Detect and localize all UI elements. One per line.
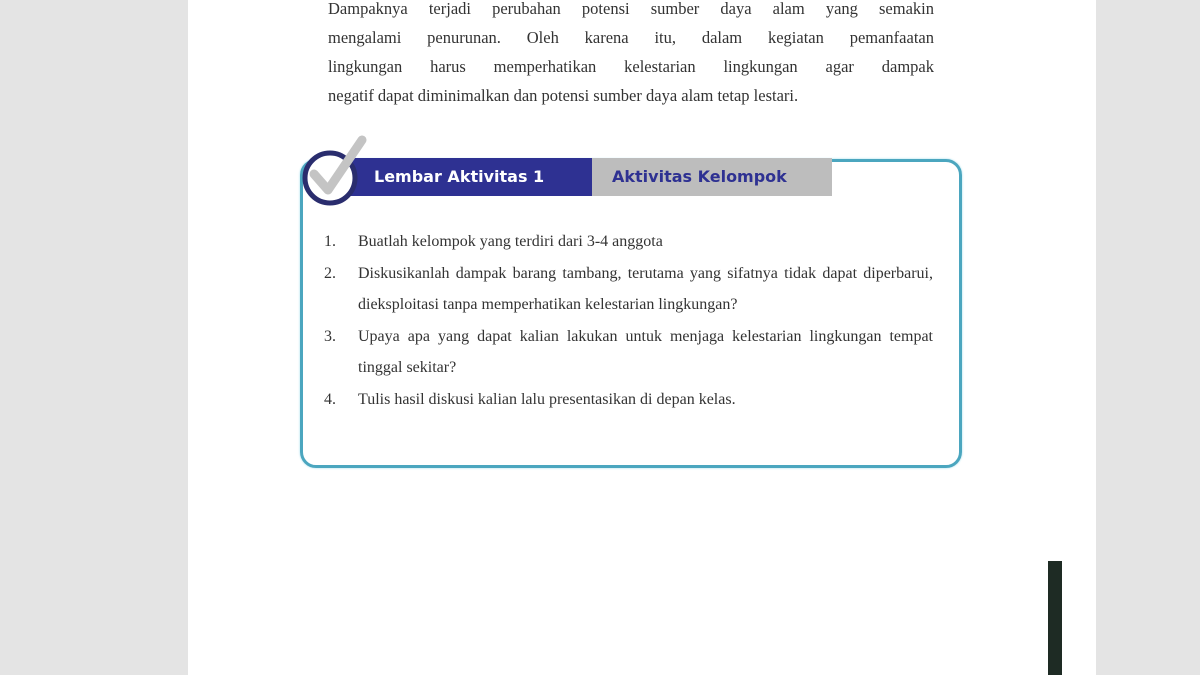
list-item: 1. Buatlah kelompok yang terdiri dari 3-4 anggota [324, 233, 663, 250]
page-edge-mark [1048, 561, 1062, 675]
checkmark-icon [300, 132, 372, 210]
intro-line: mengalami penurunan. Oleh karena itu, dalam kegiatan pemanfaatan [328, 28, 934, 47]
list-item: 3. Upaya apa yang dapat kalian lakukan untuk menjaga kelestarian lingkungan tempat tinggal sekitar? [324, 327, 933, 376]
intro-line: Dampaknya terjadi perubahan potensi sumber daya alam yang semakin [328, 0, 934, 18]
list-item: 2. Diskusikanlah dampak barang tambang, terutama yang sifatnya tidak dapat diperbarui, dieksploitasi tanpa memperhatikan kelestarian lingkungan? [324, 264, 933, 313]
activity-header [348, 158, 832, 196]
list-item: 4. Tulis hasil diskusi kalian lalu presentasikan di depan kelas. [324, 390, 736, 408]
intro-line: lingkungan harus memperhatikan kelestarian lingkungan agar dampak [328, 57, 934, 76]
intro-paragraph [328, 0, 934, 110]
intro-line: negatif dapat diminimalkan dan potensi sumber daya alam tetap lestari. [328, 86, 799, 105]
activity-subtitle: Aktivitas Kelompok [592, 158, 832, 196]
activity-list [324, 226, 933, 415]
activity-title: Lembar Aktivitas 1 [348, 158, 592, 196]
document-page [188, 0, 1096, 675]
